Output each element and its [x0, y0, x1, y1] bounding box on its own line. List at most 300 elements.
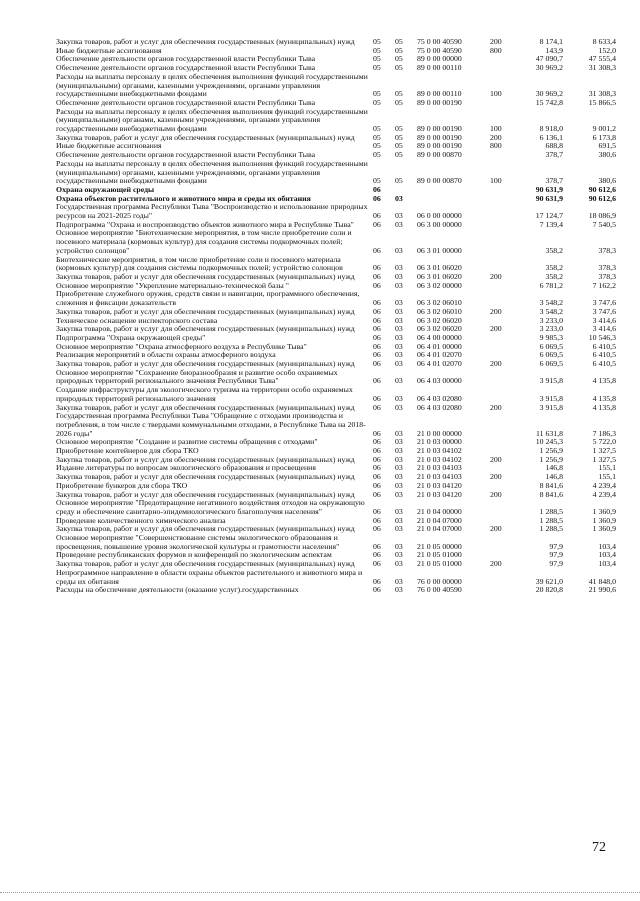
- row-expense-type: [490, 386, 511, 403]
- table-row: [56, 108, 616, 134]
- row-subsection: 03: [395, 280, 403, 290]
- row-target-article: 75 0 00 40590: [417, 37, 462, 46]
- row-section: 06: [373, 480, 381, 490]
- row-name: Расходы на выплаты персоналу в целях обеспечения выполнения функций государственными (муниципальными) органами, казенными учреждениями, органами управления государственными внебюджетными фондами: [56, 106, 368, 134]
- row-amount-year1: 1 288,5: [539, 515, 563, 525]
- row-amount-year2: 6 410,5: [592, 350, 616, 360]
- row-name: Закупка товаров, работ и услуг для обеспечения государственных (муниципальных) нужд: [56, 472, 355, 482]
- row-amount-year2: 4 239,4: [592, 480, 616, 490]
- row-amount-year1: 1 256,9: [539, 446, 563, 456]
- row-subsection: 03: [395, 245, 403, 255]
- row-target-article: 21 0 03 04120: [417, 489, 462, 499]
- row-amount-year1: 378,7: [545, 150, 563, 160]
- row-amount-year1: 17 124,7: [535, 211, 563, 221]
- row-target-article: 21 0 03 04102: [417, 454, 462, 464]
- row-amount-year2: 1 360,9: [592, 506, 616, 516]
- row-amount-year1: 6 069,5: [539, 350, 563, 360]
- row-name: Охрана объектов растительного и животного мира и среды их обитания: [56, 193, 311, 203]
- row-subsection: 03: [395, 585, 403, 595]
- row-subsection: 03: [395, 506, 403, 516]
- row-subsection: 03: [395, 193, 403, 203]
- row-amount-year1: 8 918,0: [539, 124, 563, 134]
- row-name: Иные бюджетные ассигнования: [56, 45, 162, 55]
- row-amount-year2: 1 327,5: [592, 446, 616, 456]
- row-name: Закупка товаров, работ и услуг для обеспечения государственных (муниципальных) нужд: [56, 324, 355, 334]
- table-row: [56, 369, 616, 386]
- row-target-article: [417, 186, 490, 195]
- row-expense-type: [490, 55, 511, 64]
- row-expense-type: [490, 203, 511, 220]
- row-name: Закупка товаров, работ и услуг для обеспечения государственных (муниципальных) нужд: [56, 489, 355, 499]
- row-target-article: 21 0 03 04103: [417, 472, 462, 482]
- row-target-article: 06 3 02 06020: [417, 315, 462, 325]
- row-target-article: 06 4 01 02070: [417, 359, 462, 369]
- row-section: 06: [373, 393, 381, 403]
- row-expense-type: 200: [490, 132, 502, 142]
- row-target-article: 89 0 00 00190: [417, 141, 462, 151]
- row-target-article: 06 3 02 06010: [417, 306, 462, 316]
- row-section: 06: [373, 315, 381, 325]
- row-amount-year1: 3 915,8: [539, 376, 563, 386]
- table-row: [56, 386, 616, 403]
- row-subsection: 03: [395, 428, 403, 438]
- row-amount-year1: 30 969,2: [535, 89, 563, 99]
- row-target-article: 21 0 05 00000: [417, 541, 462, 551]
- row-amount-year1: 15 742,8: [535, 97, 563, 107]
- row-target-article: 21 0 03 04103: [417, 463, 462, 473]
- row-amount-year1: 8 841,6: [539, 480, 563, 490]
- row-amount-year1: 9 985,3: [539, 332, 563, 342]
- row-amount-year1: 3 915,8: [539, 393, 563, 403]
- row-subsection: 03: [395, 446, 403, 456]
- row-amount-year2: 3 414,6: [592, 315, 616, 325]
- row-amount-year2: 155,1: [598, 463, 616, 473]
- row-amount-year1: 688,8: [545, 141, 563, 151]
- row-amount-year1: 97,9: [549, 541, 563, 551]
- row-amount-year2: 378,3: [598, 271, 616, 281]
- row-name: Проведение количественного химического анализа: [56, 515, 226, 525]
- row-subsection: 05: [395, 63, 403, 73]
- row-target-article: 89 0 00 00870: [417, 150, 462, 160]
- row-name: Реализация мероприятий в области охраны атмосферного воздуха: [56, 350, 276, 360]
- row-target-article: 21 0 03 04102: [417, 446, 462, 456]
- row-name: Подпрограмма "Охрана окружающей среды": [56, 332, 206, 342]
- row-target-article: 89 0 00 00110: [417, 63, 462, 73]
- row-target-article: 06 4 03 00000: [417, 376, 462, 386]
- row-target-article: 06 3 00 00000: [417, 219, 462, 229]
- row-expense-type: 200: [490, 37, 502, 46]
- row-expense-type: [490, 438, 511, 447]
- row-target-article: 06 0 00 00000: [417, 211, 462, 221]
- row-subsection: 03: [395, 576, 403, 586]
- row-amount-year1: 3 233,0: [539, 324, 563, 334]
- row-section: 06: [373, 324, 381, 334]
- row-amount-year2: 5 722,0: [592, 437, 616, 447]
- row-target-article: 06 4 03 02080: [417, 393, 462, 403]
- row-expense-type: 200: [490, 454, 502, 464]
- table-row: [56, 256, 616, 273]
- row-expense-type: [490, 412, 511, 438]
- row-target-article: 89 0 00 00110: [417, 89, 462, 99]
- row-expense-type: [490, 229, 511, 255]
- row-amount-year2: 18 086,9: [588, 211, 616, 221]
- row-amount-year2: 6 410,5: [592, 341, 616, 351]
- row-amount-year2: 4 239,4: [592, 489, 616, 499]
- row-amount-year2: 7 162,2: [592, 280, 616, 290]
- row-target-article: 21 0 03 00000: [417, 437, 462, 447]
- row-amount-year1: 358,2: [545, 245, 563, 255]
- row-name: Закупка товаров, работ и услуг для обеспечения государственных (муниципальных) нужд: [56, 271, 355, 281]
- row-amount-year1: 47 090,7: [535, 54, 563, 64]
- row-name: Закупка товаров, работ и услуг для обеспечения государственных (муниципальных) нужд: [56, 454, 355, 464]
- row-amount-year2: 103,4: [598, 550, 616, 560]
- row-subsection: 03: [395, 211, 403, 221]
- table-row: [56, 160, 616, 186]
- row-subsection: 05: [395, 89, 403, 99]
- row-amount-year2: 31 308,3: [588, 89, 616, 99]
- row-subsection: 05: [395, 45, 403, 55]
- row-amount-year2: 3 414,6: [592, 324, 616, 334]
- row-subsection: 05: [395, 176, 403, 186]
- row-expense-type: [490, 534, 511, 551]
- row-name: Основное мероприятие "Предотвращение негативного воздействия отходов на окружающую среду и обеспечение санитарно-эпидемиологического благополучия населения": [56, 498, 365, 516]
- row-expense-type: 100: [490, 89, 502, 99]
- row-expense-type: [490, 186, 511, 195]
- row-name: Закупка товаров, работ и услуг для обеспечения государственных (муниципальных) нужд: [56, 559, 355, 569]
- row-subsection: 03: [395, 298, 403, 308]
- row-target-article: 76 0 00 40590: [417, 585, 462, 595]
- row-target-article: 89 0 00 00190: [417, 97, 462, 107]
- row-amount-year1: 39 621,0: [535, 576, 563, 586]
- row-target-article: 06 3 01 00000: [417, 245, 462, 255]
- row-subsection: 05: [395, 124, 403, 134]
- row-name: Биотехнические мероприятия, в том числе приобретение соли и посевного материала (кормовых культур) для создания системы подкормочных полей; устройство солонцов: [56, 254, 343, 273]
- row-expense-type: [490, 499, 511, 516]
- row-expense-type: 200: [490, 472, 502, 482]
- row-section: 05: [373, 63, 381, 73]
- row-subsection: 05: [395, 132, 403, 142]
- table-row: [56, 534, 616, 551]
- row-name: Обеспечение деятельности органов государственной власти Республики Тыва: [56, 54, 316, 64]
- row-expense-type: [490, 282, 511, 291]
- row-subsection: 03: [395, 480, 403, 490]
- row-name: Государственная программа Республики Тыва "Воспроизводство и использование природных ресурсов на 2021-2025 годы": [56, 202, 368, 221]
- row-subsection: 03: [395, 306, 403, 316]
- row-subsection: 03: [395, 402, 403, 412]
- row-target-article: 21 0 04 07000: [417, 524, 462, 534]
- row-section: 06: [373, 463, 381, 473]
- row-expense-type: [490, 151, 511, 160]
- row-expense-type: 200: [490, 402, 502, 412]
- row-amount-year2: 6 173,8: [592, 132, 616, 142]
- row-amount-year2: 7 540,5: [592, 219, 616, 229]
- row-expense-type: [490, 334, 511, 343]
- row-amount-year1: 358,2: [545, 263, 563, 273]
- row-amount-year2: 103,4: [598, 559, 616, 569]
- row-target-article: 89 0 00 00870: [417, 176, 462, 186]
- row-target-article: 89 0 00 00190: [417, 132, 462, 142]
- row-expense-type: [490, 195, 511, 204]
- row-section: 06: [373, 541, 381, 551]
- row-section: 06: [373, 550, 381, 560]
- row-subsection: 03: [395, 219, 403, 229]
- row-section: 06: [373, 298, 381, 308]
- row-subsection: 03: [395, 472, 403, 482]
- row-section: 05: [373, 141, 381, 151]
- row-amount-year2: 380,6: [598, 150, 616, 160]
- row-section: 06: [373, 306, 381, 316]
- row-name: Проведение республиканских форумов и конференций по экологическим аспектам: [56, 550, 332, 560]
- row-amount-year1: 30 969,2: [535, 63, 563, 73]
- row-amount-year1: 10 245,3: [535, 437, 563, 447]
- row-name: Государственная программа Республики Тыва "Обращение с отходами производства и потребления, в том числе с твердыми коммунальными отходами, в Республике Тыва на 2018-2026 годы": [56, 411, 366, 438]
- row-subsection: 03: [395, 315, 403, 325]
- row-subsection: 03: [395, 454, 403, 464]
- row-section: 06: [373, 524, 381, 534]
- row-subsection: 03: [395, 393, 403, 403]
- row-section: 06: [373, 184, 381, 194]
- row-target-article: 21 0 05 01000: [417, 559, 462, 569]
- row-subsection: 03: [395, 324, 403, 334]
- row-subsection: 03: [395, 463, 403, 473]
- row-subsection: 03: [395, 271, 403, 281]
- row-section: 05: [373, 97, 381, 107]
- row-target-article: 06 3 02 00000: [417, 280, 462, 290]
- row-expense-type: [490, 369, 511, 386]
- row-section: 06: [373, 506, 381, 516]
- table-row: [56, 290, 616, 307]
- row-name: Создание инфраструктуры для экологического туризма на территории особо охраняемых природных территорий регионального значения: [56, 385, 353, 403]
- row-section: 06: [373, 454, 381, 464]
- row-subsection: 03: [395, 550, 403, 560]
- row-amount-year1: 6 069,5: [539, 341, 563, 351]
- row-subsection: 05: [395, 37, 403, 46]
- row-amount-year2: 4 135,8: [592, 393, 616, 403]
- row-section: 06: [373, 428, 381, 438]
- row-section: 06: [373, 211, 381, 221]
- row-name: Обеспечение деятельности органов государственной власти Республики Тыва: [56, 150, 316, 160]
- row-subsection: 03: [395, 359, 403, 369]
- table-row: [56, 229, 616, 255]
- row-name: Закупка товаров, работ и услуг для обеспечения государственных (муниципальных) нужд: [56, 306, 355, 316]
- row-section: 06: [373, 280, 381, 290]
- row-section: 06: [373, 271, 381, 281]
- row-target-article: 06 3 01 06020: [417, 263, 462, 273]
- row-section: 06: [373, 193, 381, 203]
- table-row: [56, 73, 616, 99]
- row-name: Приобретение контейнеров для сбора ТКО: [56, 446, 199, 456]
- row-section: 06: [373, 359, 381, 369]
- row-amount-year2: 7 186,3: [592, 428, 616, 438]
- row-name: Издание литературы по вопросам экологического образования и просвещения: [56, 463, 316, 473]
- row-name: Подпрограмма "Охрана и воспроизводство объектов животного мира в Республике Тыва": [56, 219, 354, 229]
- row-amount-year2: 691,5: [598, 141, 616, 151]
- row-section: 06: [373, 332, 381, 342]
- row-subsection: 03: [395, 541, 403, 551]
- row-name: Техническое оснащение инспекторского состава: [56, 315, 218, 325]
- row-amount-year1: 3 915,8: [539, 402, 563, 412]
- row-section: 06: [373, 219, 381, 229]
- row-target-article: 21 0 05 01000: [417, 550, 462, 560]
- row-amount-year2: 380,6: [598, 176, 616, 186]
- row-expense-type: [490, 99, 511, 108]
- row-expense-type: [490, 569, 511, 586]
- row-amount-year1: 8 174,1: [539, 37, 563, 46]
- row-expense-type: 200: [490, 324, 502, 334]
- row-section: 06: [373, 585, 381, 595]
- row-target-article: 21 0 04 07000: [417, 515, 462, 525]
- row-amount-year2: 31 308,3: [588, 63, 616, 73]
- row-section: 06: [373, 437, 381, 447]
- row-expense-type: 200: [490, 559, 502, 569]
- row-expense-type: [490, 586, 511, 595]
- row-amount-year2: 15 866,5: [588, 97, 616, 107]
- row-section: 06: [373, 402, 381, 412]
- table-row: [56, 499, 616, 516]
- row-subsection: 05: [395, 150, 403, 160]
- row-section: 05: [373, 176, 381, 186]
- table-row: [56, 586, 616, 595]
- row-amount-year1: 8 841,6: [539, 489, 563, 499]
- row-amount-year1: 97,9: [549, 550, 563, 560]
- row-expense-type: 200: [490, 524, 502, 534]
- row-amount-year1: 146,8: [545, 463, 563, 473]
- row-target-article: 06 4 01 00000: [417, 341, 462, 351]
- row-amount-year2: 47 555,4: [588, 54, 616, 64]
- row-amount-year2: 152,0: [598, 45, 616, 55]
- row-target-article: 89 0 00 00000: [417, 54, 462, 64]
- row-section: 06: [373, 446, 381, 456]
- row-expense-type: [490, 343, 511, 352]
- row-amount-year2: 3 747,6: [592, 298, 616, 308]
- row-expense-type: 800: [490, 141, 502, 151]
- row-target-article: 06 3 02 06020: [417, 324, 462, 334]
- row-target-article: 06 3 01 06020: [417, 271, 462, 281]
- row-amount-year1: 90 631,9: [535, 193, 563, 203]
- row-section: 05: [373, 54, 381, 64]
- row-name: Расходы на выплаты персоналу в целях обеспечения выполнения функций государственными (муниципальными) органами, казенными учреждениями, органами управления государственными внебюджетными фондами: [56, 158, 368, 186]
- row-amount-year1: 3 548,2: [539, 298, 563, 308]
- row-target-article: 06 3 02 06010: [417, 298, 462, 308]
- row-expense-type: 100: [490, 124, 502, 134]
- row-target-article: 76 0 00 00000: [417, 576, 462, 586]
- row-section: 06: [373, 576, 381, 586]
- row-amount-year2: 103,4: [598, 541, 616, 551]
- row-target-article: 75 0 00 40590: [417, 45, 462, 55]
- row-amount-year2: 155,1: [598, 472, 616, 482]
- page-number: 72: [592, 840, 606, 855]
- row-amount-year1: 1 288,5: [539, 506, 563, 516]
- row-amount-year2: 3 747,6: [592, 306, 616, 316]
- row-amount-year1: 1 288,5: [539, 524, 563, 534]
- row-target-article: 06 4 00 00000: [417, 332, 462, 342]
- row-amount-year2: 1 360,9: [592, 524, 616, 534]
- row-name: Приобретение служебного оружия, средств связи и навигации, программного обеспечения, слежения и фиксации доказательств: [56, 289, 360, 308]
- row-amount-year1: 143,9: [545, 45, 563, 55]
- row-section: 05: [373, 37, 381, 46]
- row-amount-year2: 6 410,5: [592, 359, 616, 369]
- row-target-article: 06 4 03 02080: [417, 402, 462, 412]
- row-amount-year1: 6 069,5: [539, 359, 563, 369]
- row-section: 06: [373, 472, 381, 482]
- row-name: Обеспечение деятельности органов государственной власти Республики Тыва: [56, 63, 316, 73]
- row-name: Основное мероприятие "Охрана атмосферного воздуха в Республике Тыва": [56, 341, 307, 351]
- table-row: [56, 203, 616, 220]
- row-target-article: 06 4 01 02070: [417, 350, 462, 360]
- row-amount-year1: 90 631,9: [535, 184, 563, 194]
- row-amount-year2: 4 135,8: [592, 402, 616, 412]
- row-amount-year2: 9 001,2: [592, 124, 616, 134]
- row-section: 06: [373, 350, 381, 360]
- row-amount-year2: 41 848,0: [588, 576, 616, 586]
- row-subsection: 05: [395, 141, 403, 151]
- table-row: [56, 569, 616, 586]
- row-name: Закупка товаров, работ и услуг для обеспечения государственных (муниципальных) нужд: [56, 402, 355, 412]
- row-amount-year2: 4 135,8: [592, 376, 616, 386]
- row-name: Обеспечение деятельности органов государственной власти Республики Тыва: [56, 97, 316, 107]
- row-name: Приобретение бункеров для сбора ТКО: [56, 480, 188, 490]
- row-section: 06: [373, 341, 381, 351]
- row-target-article: 21 0 04 00000: [417, 506, 462, 516]
- row-target-article: 21 0 03 04120: [417, 480, 462, 490]
- row-amount-year1: 358,2: [545, 271, 563, 281]
- row-name: Расходы на выплаты персоналу в целях обеспечения выполнения функций государственными (муниципальными) органами, казенными учреждениями, органами управления государственными внебюджетными фондами: [56, 71, 368, 99]
- row-name: Закупка товаров, работ и услуг для обеспечения государственных (муниципальных) нужд: [56, 37, 355, 46]
- row-section: 05: [373, 89, 381, 99]
- row-name: Основное мероприятие "Сохранение биоразнообразия и развитие особо охраняемых природных территорий регионального значения Республики Тыва": [56, 367, 338, 386]
- row-expense-type: 200: [490, 359, 502, 369]
- budget-table: [56, 38, 616, 595]
- table-row: [56, 412, 616, 438]
- row-name: Расходы на обеспечение деятельности (оказание услуг).государственных: [56, 585, 299, 595]
- row-name: Охрана окружающей среды: [56, 184, 155, 194]
- row-name: Закупка товаров, работ и услуг для обеспечения государственных (муниципальных) нужд: [56, 132, 355, 142]
- row-name: Непрограммное направление в области охраны объектов растительного и животного мира и среды их обитания: [56, 567, 363, 586]
- row-amount-year1: 97,9: [549, 559, 563, 569]
- row-amount-year2: 1 360,9: [592, 515, 616, 525]
- row-subsection: 03: [395, 376, 403, 386]
- row-amount-year2: 21 990,6: [588, 585, 616, 595]
- row-section: 06: [373, 515, 381, 525]
- row-name: Основное мероприятие "Совершенствование системы экологического образования и просвещения, повышение уровня экологической культуры и грамотности населения": [56, 533, 340, 551]
- row-name: Основное мероприятие "Укрепление материально-технической базы ": [56, 280, 289, 290]
- row-name: Закупка товаров, работ и услуг для обеспечения государственных (муниципальных) нужд: [56, 524, 355, 534]
- row-amount-year1: 11 631,8: [536, 428, 563, 438]
- row-amount-year1: 378,7: [545, 176, 563, 186]
- row-section: 05: [373, 124, 381, 134]
- row-subsection: 03: [395, 350, 403, 360]
- row-section: 06: [373, 489, 381, 499]
- budget-table-body: [56, 38, 616, 595]
- row-amount-year1: 146,8: [545, 472, 563, 482]
- row-subsection: 03: [395, 341, 403, 351]
- row-expense-type: [490, 290, 511, 307]
- row-expense-type: 800: [490, 45, 502, 55]
- row-name: Закупка товаров, работ и услуг для обеспечения государственных (муниципальных) нужд: [56, 359, 355, 369]
- row-subsection: 05: [395, 97, 403, 107]
- row-amount-year1: 6 136,1: [539, 132, 563, 142]
- row-expense-type: [490, 64, 511, 73]
- row-subsection: 03: [395, 515, 403, 525]
- row-section: 05: [373, 45, 381, 55]
- row-amount-year2: 1 327,5: [592, 454, 616, 464]
- row-amount-year1: 6 781,2: [539, 280, 563, 290]
- row-amount-year2: 378,3: [598, 263, 616, 273]
- row-subsection: 03: [395, 524, 403, 534]
- row-expense-type: 200: [490, 306, 502, 316]
- row-section: 06: [373, 559, 381, 569]
- row-amount-year2: 378,3: [598, 245, 616, 255]
